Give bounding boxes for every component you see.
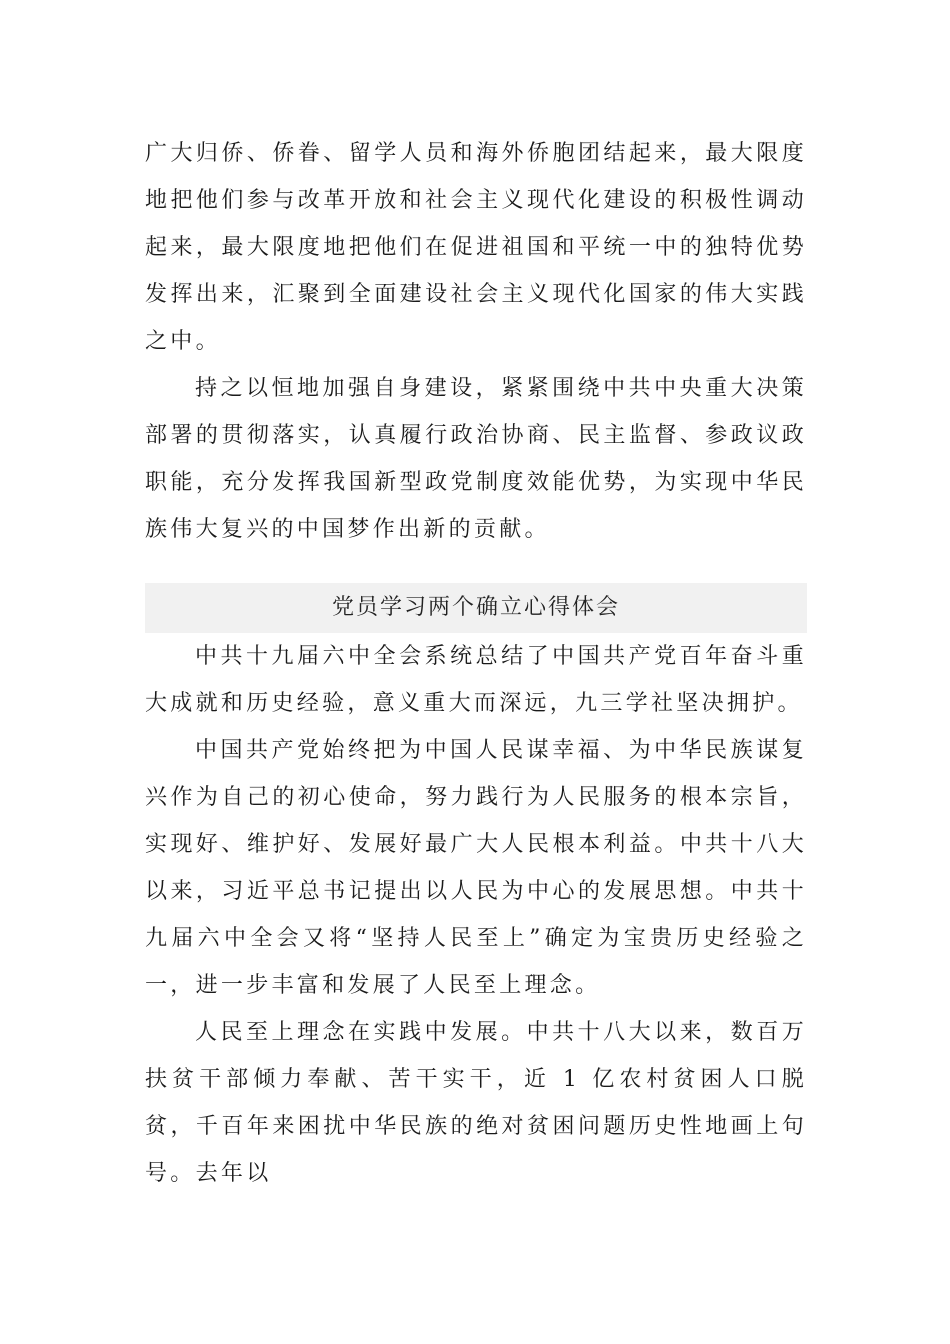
paragraph-people-first: 中国共产党始终把为中国人民谋幸福、为中华民族谋复兴作为自己的初心使命，努力践行为人民服务的根本宗旨，实现好、维护好、发展好最广大人民根本利益。中共十八大以来，习近平总书记提出以人民为中心的发展思想。中共十九届六中全会又将“坚持人民至上”确定为宝贵历史经验之一，进一步丰富和发展了人民至上理念。 [145, 738, 807, 998]
paragraph-continuation: 广大归侨、侨眷、留学人员和海外侨胞团结起来，最大限度地把他们参与改革开放和社会主义现代化建设的积极性调动起来，最大限度地把他们在促进祖国和平统一中的独特优势发挥出来，汇聚到全面建设社会主义现代化国家的伟大实践之中。 [145, 141, 807, 354]
paragraph-poverty-alleviation: 人民至上理念在实践中发展。中共十八大以来，数百万扶贫干部倾力奉献、苦干实干，近 1 亿农村贫困人口脱贫，千百年来困扰中华民族的绝对贫困问题历史性地画上句号。去年以 [145, 1020, 807, 1186]
paragraph-plenum-summary: 中共十九届六中全会系统总结了中国共产党百年奋斗重大成就和历史经验，意义重大而深远，九三学社坚决拥护。 [145, 644, 807, 716]
paragraph-self-building: 持之以恒地加强自身建设，紧紧围绕中共中央重大决策部署的贯彻落实，认真履行政治协商、民主监督、参政议政职能，充分发挥我国新型政党制度效能优势，为实现中华民族伟大复兴的中国梦作出新的贡献。 [145, 376, 807, 542]
document-body [145, 130, 807, 1197]
section-heading: 党员学习两个确立心得体会 [145, 583, 807, 633]
